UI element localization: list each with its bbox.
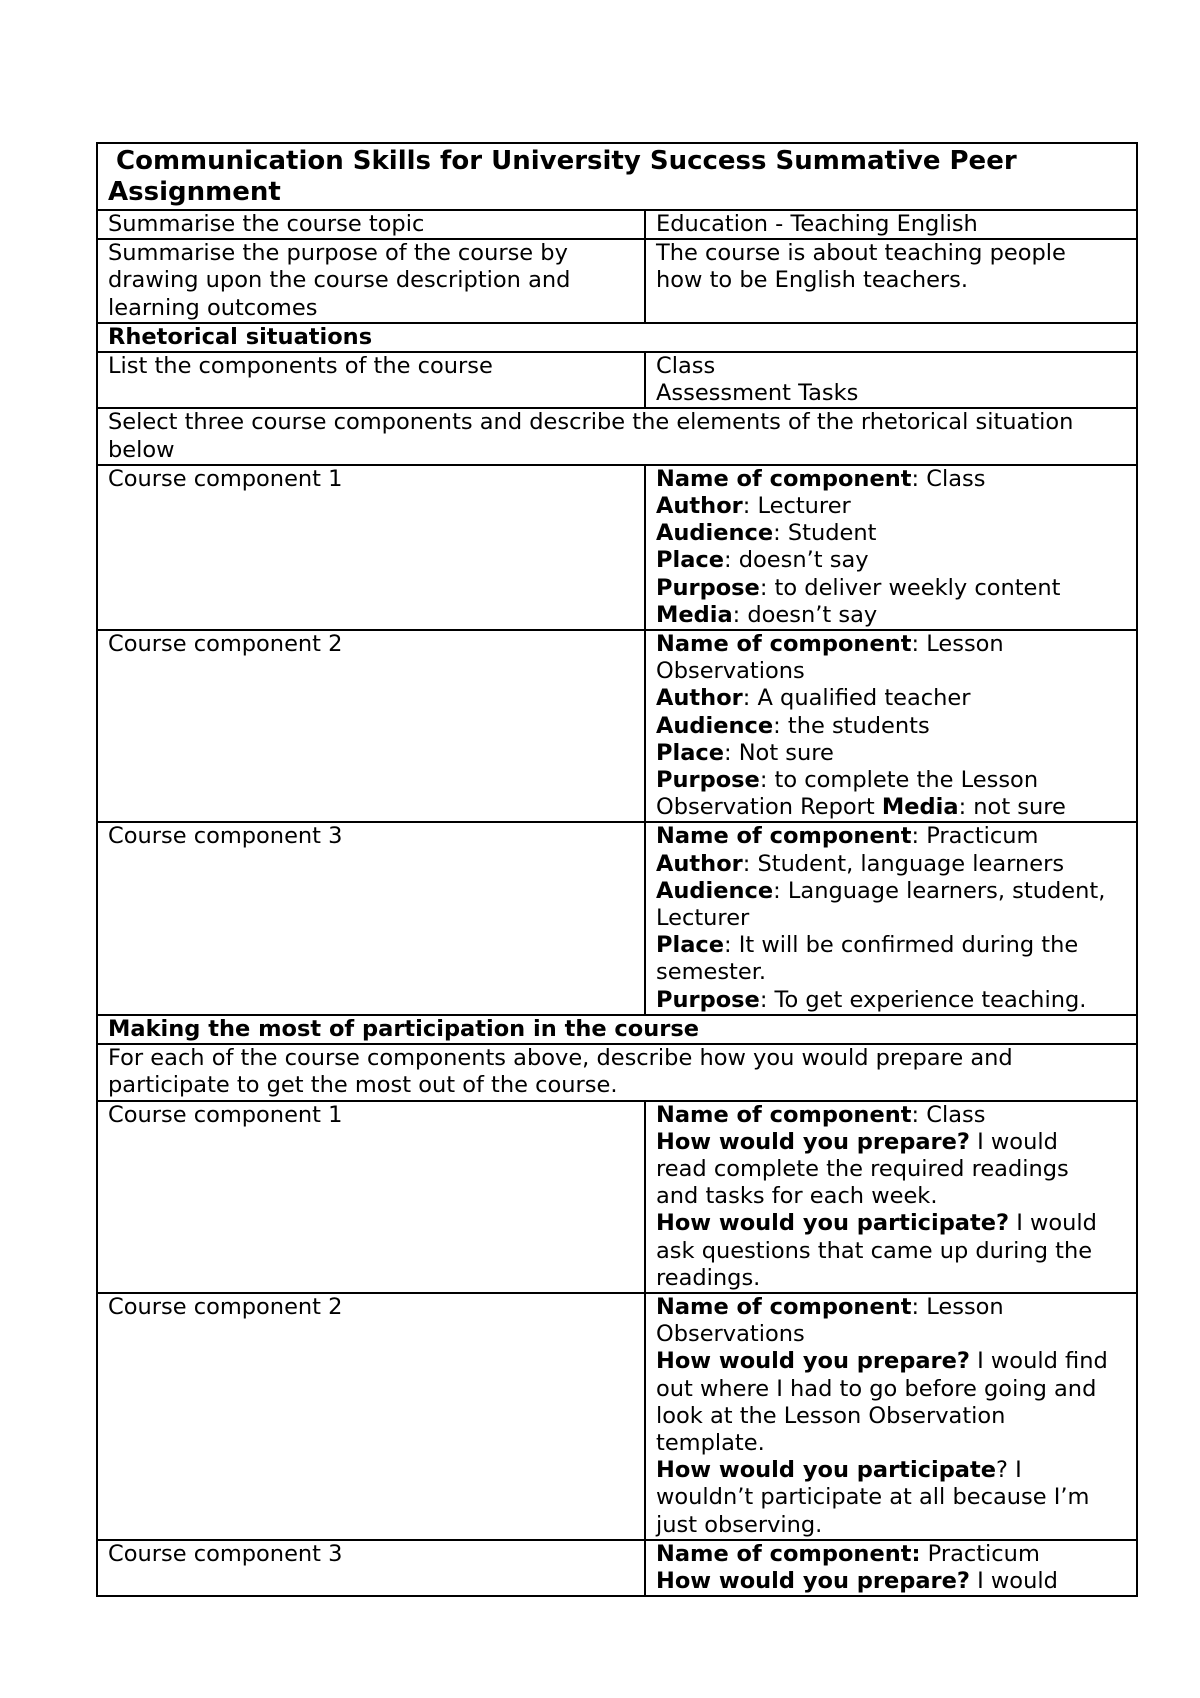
table-row [97, 352, 1137, 408]
table-row [97, 465, 1137, 630]
section-heading: Rhetorical situations [97, 323, 1137, 352]
field-label: Place [656, 547, 724, 574]
detail-line [656, 602, 1136, 629]
component-details [645, 1540, 1137, 1596]
field-label: Media [881, 794, 959, 821]
detail-line [656, 1348, 1136, 1375]
field-value: template. [656, 1429, 765, 1456]
component-label: Course component 2 [97, 630, 645, 822]
component-details [645, 465, 1137, 630]
instruction-text [97, 1044, 1137, 1100]
row-label [97, 239, 645, 323]
field-label: Name of component [656, 823, 912, 850]
component-details [645, 630, 1137, 822]
detail-line [656, 932, 1136, 959]
detail-line [656, 794, 1136, 821]
field-value: look at the Lesson Observation [656, 1402, 1006, 1429]
row-label: Summarise the course topic [97, 210, 645, 239]
field-value: readings. [656, 1264, 761, 1291]
text-line: Assessment Tasks [656, 380, 859, 407]
field-label: Audience [656, 877, 774, 904]
detail-line [656, 1430, 1136, 1457]
field-value: : Student [773, 520, 877, 547]
field-label: Media [656, 601, 733, 628]
detail-line [656, 1403, 1136, 1430]
detail-line [656, 740, 1136, 767]
field-value: : Student, language learners [742, 850, 1065, 877]
detail-line [656, 987, 1136, 1014]
detail-line [656, 1238, 1136, 1265]
component-details [645, 1293, 1137, 1540]
field-label: Place [656, 932, 724, 959]
row-value [645, 239, 1137, 323]
detail-line [656, 1156, 1136, 1183]
field-label: Audience [656, 520, 774, 547]
field-label: Name of component [656, 1293, 912, 1320]
text-line: Class [656, 353, 716, 380]
field-label: Name of component: [656, 1540, 921, 1567]
detail-line [656, 685, 1136, 712]
field-value: : doesn’t say [723, 547, 869, 574]
table-row [97, 1293, 1137, 1540]
field-value: : Practicum [911, 823, 1039, 850]
component-label: Course component 2 [97, 1293, 645, 1540]
field-value: : to complete the Lesson [759, 767, 1039, 794]
field-value: Lecturer [656, 905, 750, 932]
field-value: I would [969, 1128, 1058, 1155]
detail-line [656, 1183, 1136, 1210]
field-value: Observations [656, 658, 805, 685]
component-label: Course component 1 [97, 465, 645, 630]
field-value: read complete the required readings [656, 1155, 1069, 1182]
field-label: How would you participate? [656, 1210, 1010, 1237]
field-value: : Lesson [911, 631, 1004, 658]
row-value [645, 352, 1137, 408]
text-line: how to be English teachers. [656, 267, 969, 294]
table-row [97, 1540, 1137, 1596]
detail-line [656, 631, 1136, 658]
component-label: Course component 3 [97, 822, 645, 1014]
row-label: List the components of the course [97, 352, 645, 408]
field-value: just observing. [656, 1511, 823, 1538]
detail-line [656, 1294, 1136, 1321]
field-value: and tasks for each week. [656, 1183, 938, 1210]
field-value: : Not sure [723, 739, 834, 766]
detail-line [656, 1321, 1136, 1348]
field-label: Purpose [656, 767, 760, 794]
instruction-row [97, 408, 1137, 464]
table-row [97, 630, 1137, 822]
detail-line [656, 520, 1136, 547]
text-line: below [108, 436, 175, 463]
field-value: Observation Report [656, 794, 882, 821]
detail-line [656, 1484, 1136, 1511]
field-value: I would [1009, 1210, 1097, 1237]
detail-line [656, 713, 1136, 740]
detail-line [656, 1512, 1136, 1539]
field-label: Author [656, 685, 743, 712]
field-value: Observations [656, 1321, 805, 1348]
detail-line [656, 575, 1136, 602]
field-label: Name of component [656, 1101, 912, 1128]
detail-line [656, 658, 1136, 685]
text-line: For each of the course components above, describe how you would prepare and [108, 1045, 1013, 1072]
table-row [97, 1101, 1137, 1293]
field-label: How would you prepare? [656, 1128, 970, 1155]
title-line: Assignment [108, 177, 281, 207]
table-row [97, 239, 1137, 323]
detail-line [656, 466, 1136, 493]
field-value: : doesn’t say [732, 601, 878, 628]
component-label: Course component 1 [97, 1101, 645, 1293]
section-heading: Making the most of participation in the course [97, 1015, 1137, 1044]
detail-line [656, 493, 1136, 520]
field-value: I would find [969, 1348, 1108, 1375]
field-label: Purpose [656, 574, 760, 601]
field-value: : Lesson [911, 1293, 1004, 1320]
detail-line [656, 1102, 1136, 1129]
field-value: Practicum [920, 1540, 1040, 1567]
detail-line [656, 1210, 1136, 1237]
detail-line [656, 547, 1136, 574]
detail-line [656, 1457, 1136, 1484]
field-value: : the students [773, 712, 930, 739]
field-label: Name of component [656, 465, 912, 492]
component-details [645, 1101, 1137, 1293]
field-label: How would you prepare? [656, 1348, 970, 1375]
field-value: : A qualified teacher [742, 685, 971, 712]
field-label: Name of component [656, 631, 912, 658]
assignment-table [96, 142, 1138, 1597]
section-heading-row [97, 323, 1137, 352]
detail-line [656, 1541, 1136, 1568]
field-label: Purpose [656, 986, 760, 1013]
text-line: participate to get the most out of the course. [108, 1072, 618, 1099]
table-row [97, 210, 1137, 239]
table-row [97, 822, 1137, 1014]
row-value: Education - Teaching English [645, 210, 1137, 239]
title-row [97, 143, 1137, 210]
field-label: How would you participate [656, 1457, 997, 1484]
detail-line [656, 1129, 1136, 1156]
text-line: Summarise the purpose of the course by [108, 240, 568, 267]
text-line: learning outcomes [108, 294, 318, 321]
field-value: : Lecturer [742, 493, 851, 520]
text-line: The course is about teaching people [656, 240, 1066, 267]
field-value: : not sure [958, 794, 1066, 821]
field-label: How would you prepare? [656, 1567, 970, 1594]
field-value: semester. [656, 959, 767, 986]
component-label: Course component 3 [97, 1540, 645, 1596]
document-page [96, 142, 1136, 1597]
instruction-text [97, 408, 1137, 464]
detail-line [656, 905, 1136, 932]
detail-line [656, 851, 1136, 878]
detail-line [656, 1265, 1136, 1292]
field-value: : To get experience teaching. [759, 986, 1087, 1013]
document-title [97, 143, 1137, 210]
detail-line [656, 1568, 1136, 1595]
field-value: out where I had to go before going and [656, 1375, 1097, 1402]
field-label: Author [656, 850, 743, 877]
field-label: Author [656, 493, 743, 520]
field-label: Audience [656, 712, 774, 739]
detail-line [656, 878, 1136, 905]
field-value: ask questions that came up during the [656, 1237, 1093, 1264]
field-value: wouldn’t participate at all because I’m [656, 1484, 1090, 1511]
field-value: : Language learners, student, [773, 877, 1106, 904]
instruction-row [97, 1044, 1137, 1100]
detail-line [656, 1376, 1136, 1403]
field-value: : to deliver weekly content [759, 574, 1061, 601]
field-value: I would [969, 1567, 1058, 1594]
field-value: ? I [996, 1457, 1022, 1484]
text-line: Select three course components and describe the elements of the rhetorical situation [108, 409, 1074, 436]
title-line: Communication Skills for University Success Summative Peer [116, 146, 1017, 176]
detail-line [656, 767, 1136, 794]
component-details [645, 822, 1137, 1014]
field-value: : Class [911, 465, 986, 492]
detail-line [656, 959, 1136, 986]
field-label: Place [656, 739, 724, 766]
section-heading-row [97, 1015, 1137, 1044]
text-line: drawing upon the course description and [108, 267, 571, 294]
field-value: : It will be confirmed during the [723, 932, 1079, 959]
field-value: : Class [911, 1101, 986, 1128]
detail-line [656, 823, 1136, 850]
